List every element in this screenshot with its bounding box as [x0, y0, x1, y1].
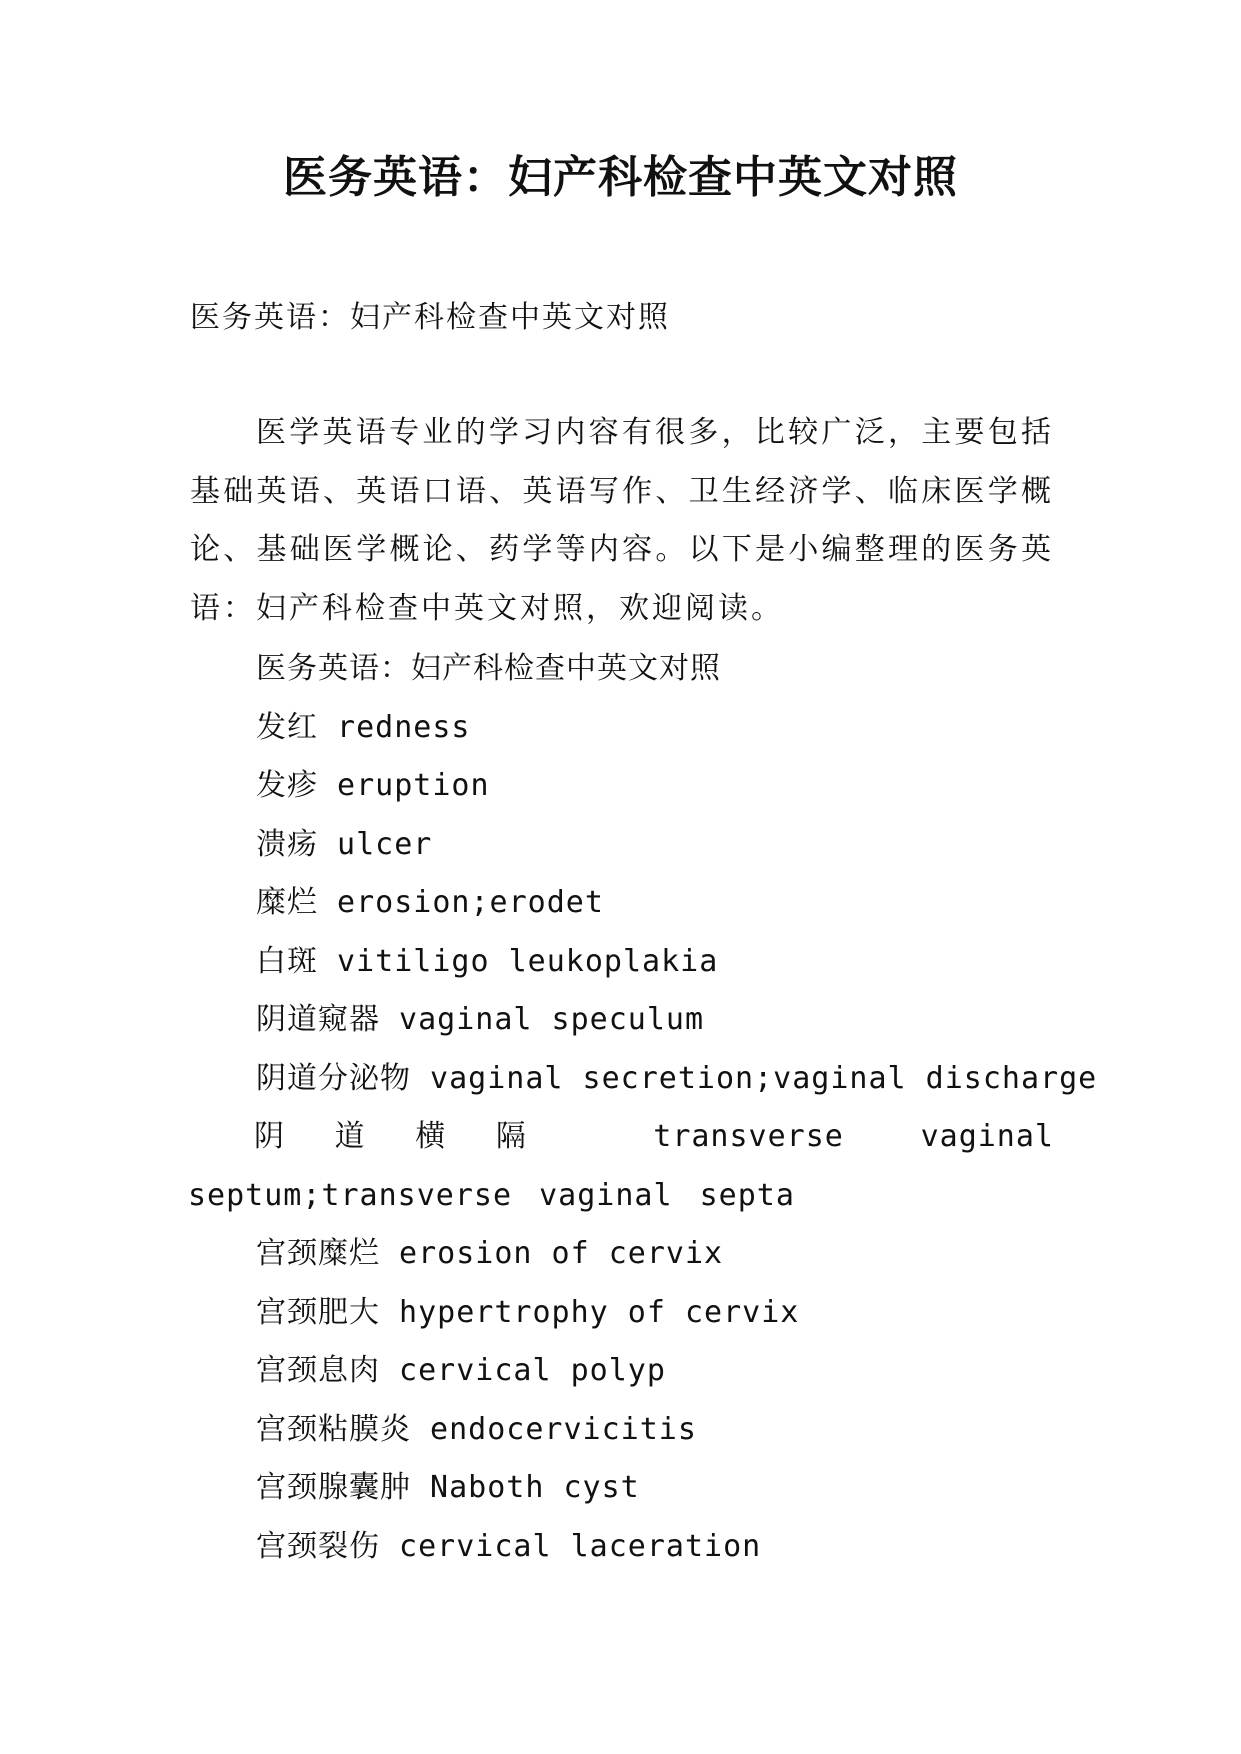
- term-item: 发红 redness: [256, 709, 471, 745]
- term-item: 糜烂 erosion;erodet: [256, 885, 604, 920]
- term-item: 发疹 eruption: [256, 768, 490, 803]
- term-item: 宫颈息肉 cervical polyp: [256, 1353, 666, 1388]
- term-item: 宫颈糜烂 erosion of cervix: [256, 1236, 724, 1271]
- term-item: 宫颈腺囊肿 Naboth cyst: [256, 1470, 640, 1505]
- term-item: 白斑 vitiligo leukoplakia: [256, 943, 719, 979]
- intro-paragraph: 医学英语专业的学习内容有很多，比较广泛，主要包括基础英语、英语口语、英语写作、卫生经济学、临床医学概论、基础医学概论、药学等内容。以下是小编整理的医务英语：妇产科检查中英文对照，欢迎阅读。: [190, 415, 1054, 626]
- document-subtitle: 医务英语：妇产科检查中英文对照: [190, 300, 670, 335]
- document-title: 医务英语：妇产科检查中英文对照: [283, 152, 958, 203]
- term-item: 阴道分泌物 vaginal secretion;vaginal discharge: [256, 1060, 1098, 1096]
- term-item: 宫颈粘膜炎 endocervicitis: [256, 1411, 697, 1447]
- term-item: 阴道横隔 transverse vaginal septum;transverse vaginal septa: [188, 1119, 1054, 1213]
- term-list: [188, 640, 1098, 1576]
- term-item: 宫颈裂伤 cervical laceration: [256, 1528, 762, 1564]
- term-item: 溃疡 ulcer: [256, 826, 433, 862]
- term-heading: 医务英语：妇产科检查中英文对照: [256, 651, 721, 686]
- term-item: 阴道窥器 vaginal speculum: [256, 1002, 705, 1037]
- term-item: 宫颈肥大 hypertrophy of cervix: [256, 1294, 800, 1330]
